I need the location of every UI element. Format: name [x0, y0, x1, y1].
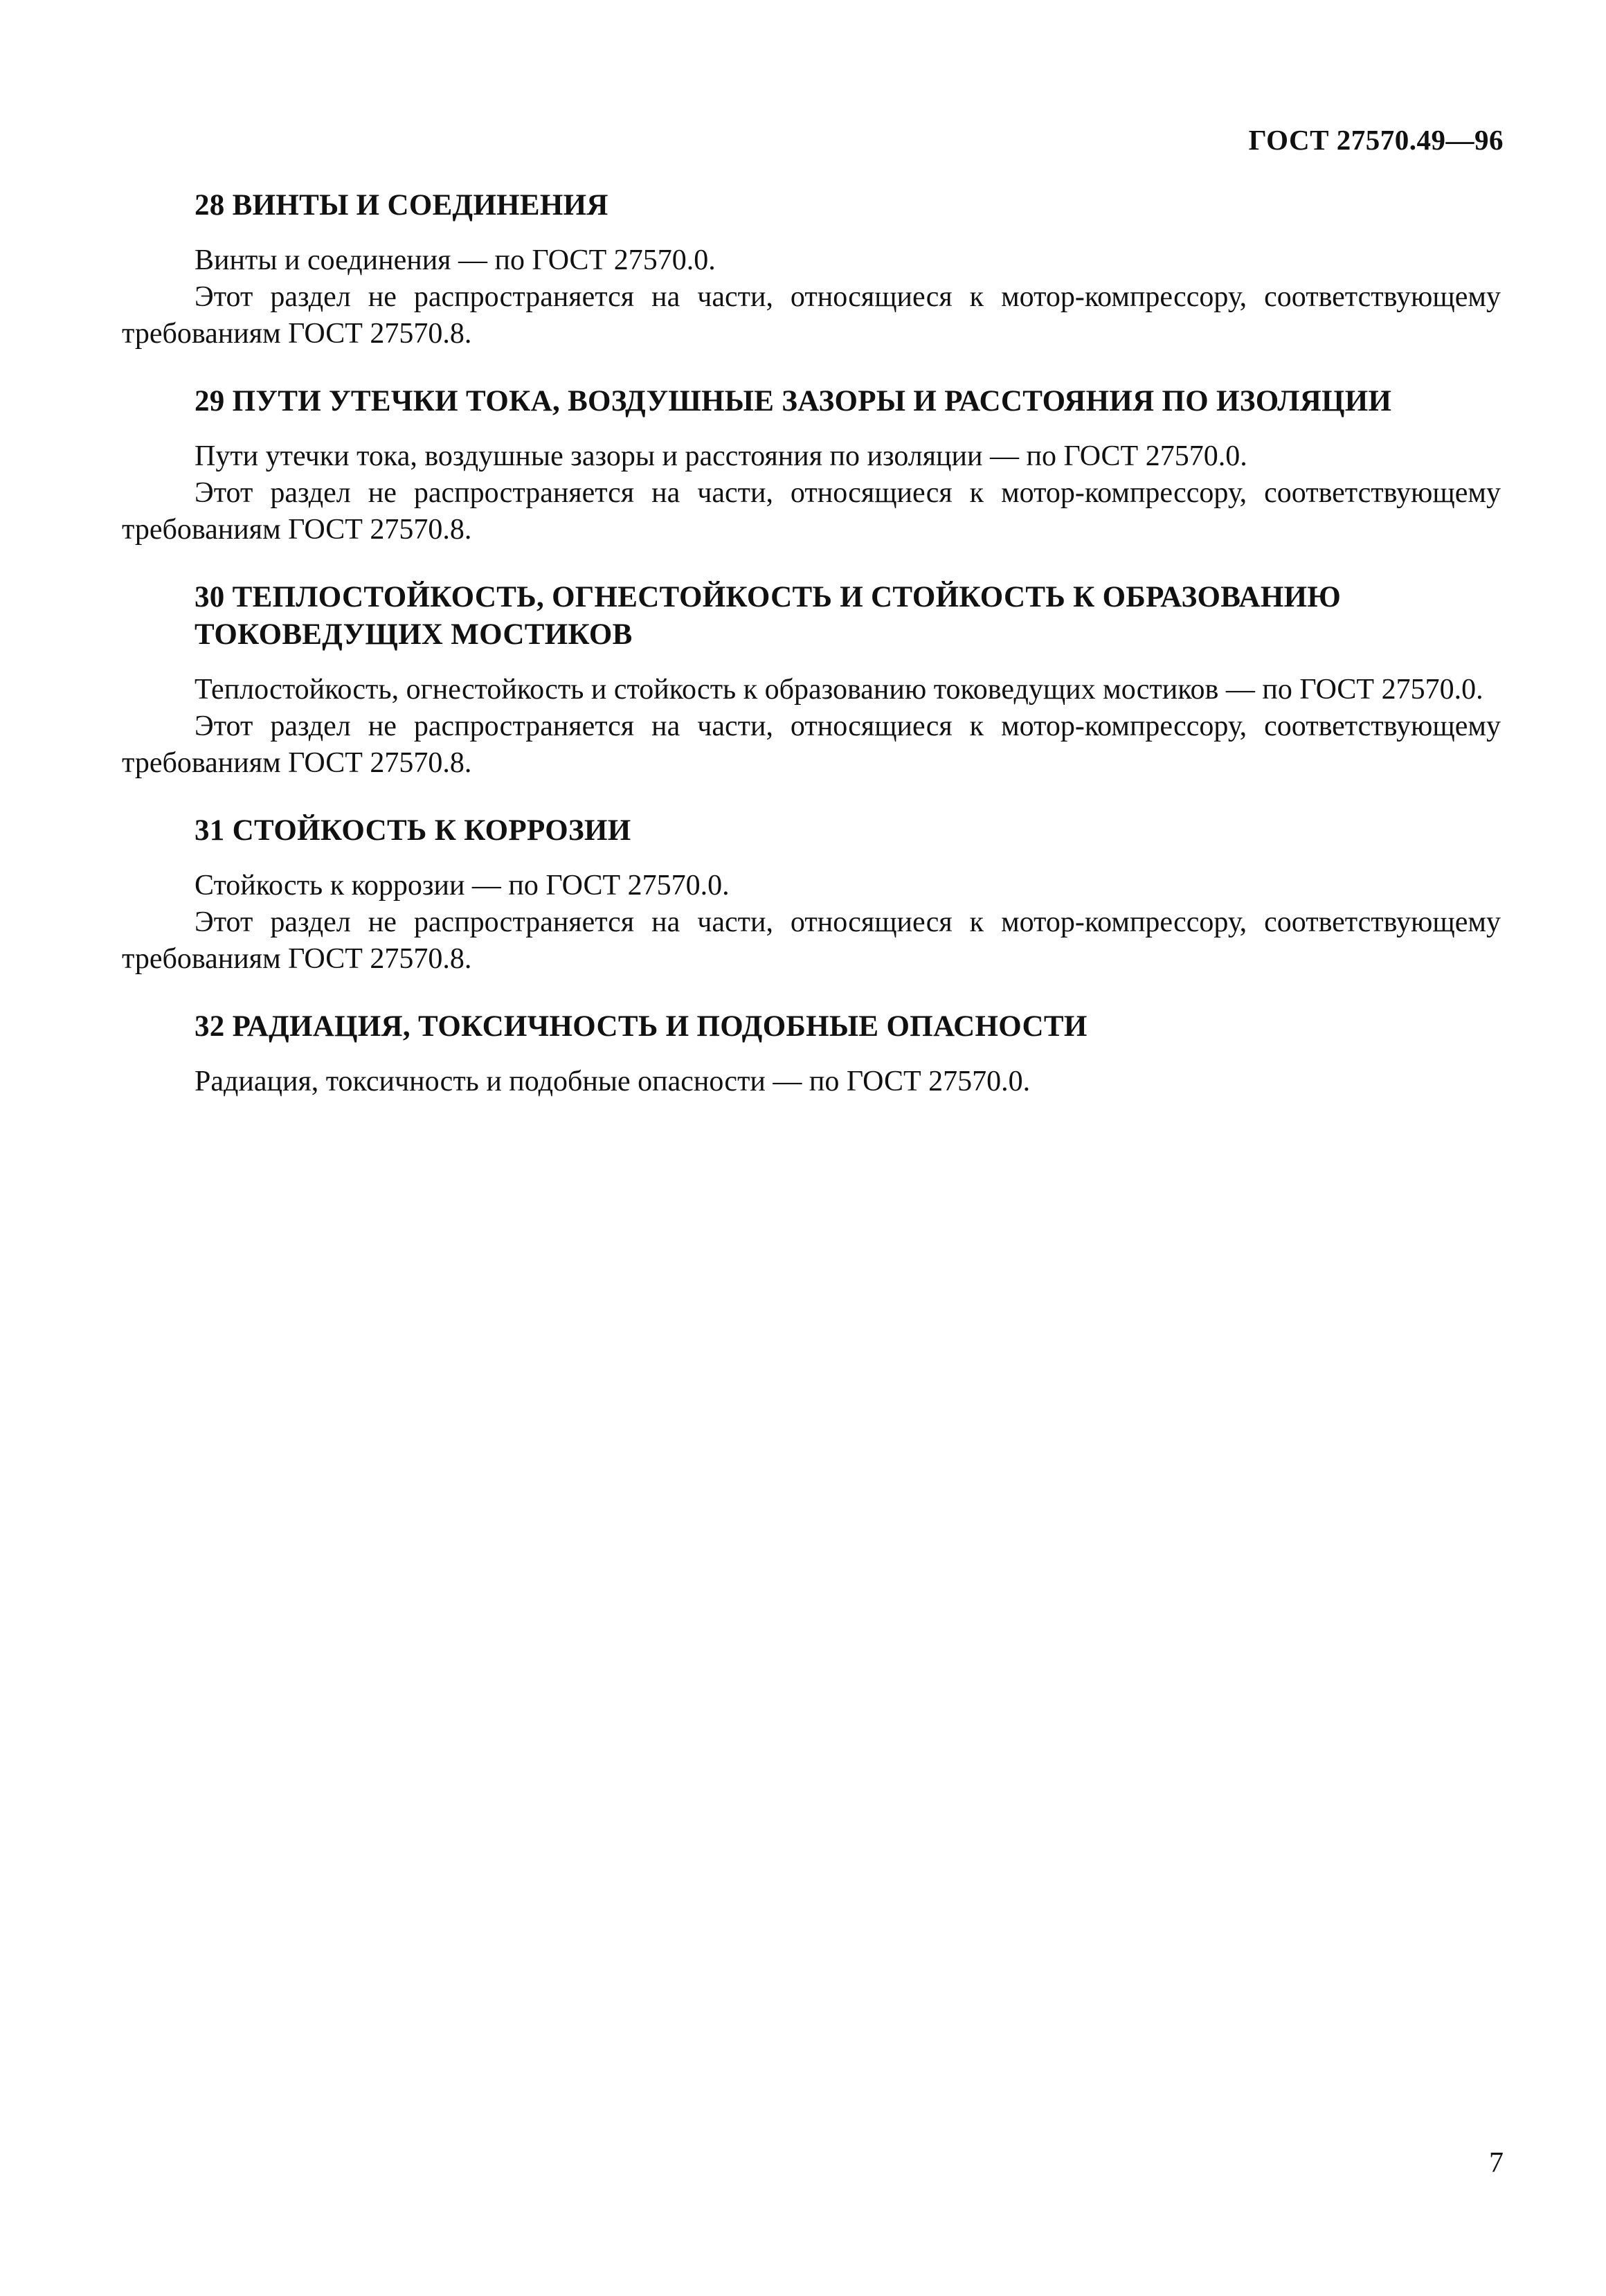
running-header: ГОСТ 27570.49—96	[1248, 124, 1504, 156]
section-heading: 32 РАДИАЦИЯ, ТОКСИЧНОСТЬ И ПОДОБНЫЕ ОПАСНОСТИ	[195, 1010, 1088, 1043]
paragraph: Винты и соединения — по ГОСТ 27570.0.	[195, 244, 716, 276]
page-body	[122, 187, 1501, 1131]
section-30	[122, 579, 1501, 782]
section-32	[122, 1008, 1501, 1100]
section-heading: 30 ТЕПЛОСТОЙКОСТЬ, ОГНЕСТОЙКОСТЬ И СТОЙКОСТЬ К ОБРАЗОВАНИЮ ТОКОВЕДУЩИХ МОСТИКОВ	[195, 581, 1342, 651]
paragraph: Пути утечки тока, воздушные зазоры и расстояния по изоляции — по ГОСТ 27570.0.	[195, 440, 1247, 472]
paragraph: Стойкость к коррозии — по ГОСТ 27570.0.	[195, 870, 730, 902]
paragraph: Теплостойкость, огнестойкость и стойкость к образованию токоведущих мостиков — по ГОСТ 27570.0.	[195, 674, 1483, 706]
section-heading: 31 СТОЙКОСТЬ К КОРРОЗИИ	[195, 814, 631, 847]
section-28	[122, 187, 1501, 352]
paragraph: Этот раздел не распространяется на части, относящиеся к мотор-компрессору, соответствующему требованиям ГОСТ 27570.8.	[122, 710, 1501, 779]
page-number: 7	[1489, 2147, 1504, 2179]
paragraph: Этот раздел не распространяется на части, относящиеся к мотор-компрессору, соответствующему требованиям ГОСТ 27570.8.	[122, 281, 1501, 350]
section-heading: 28 ВИНТЫ И СОЕДИНЕНИЯ	[195, 189, 608, 222]
section-heading: 29 ПУТИ УТЕЧКИ ТОКА, ВОЗДУШНЫЕ ЗАЗОРЫ И РАССТОЯНИЯ ПО ИЗОЛЯЦИИ	[195, 385, 1392, 418]
paragraph: Этот раздел не распространяется на части, относящиеся к мотор-компрессору, соответствующему требованиям ГОСТ 27570.8.	[122, 906, 1501, 975]
paragraph: Радиация, токсичность и подобные опасности — по ГОСТ 27570.0.	[195, 1066, 1031, 1097]
section-31	[122, 812, 1501, 978]
section-29	[122, 383, 1501, 548]
paragraph: Этот раздел не распространяется на части, относящиеся к мотор-компрессору, соответствующему требованиям ГОСТ 27570.8.	[122, 477, 1501, 546]
